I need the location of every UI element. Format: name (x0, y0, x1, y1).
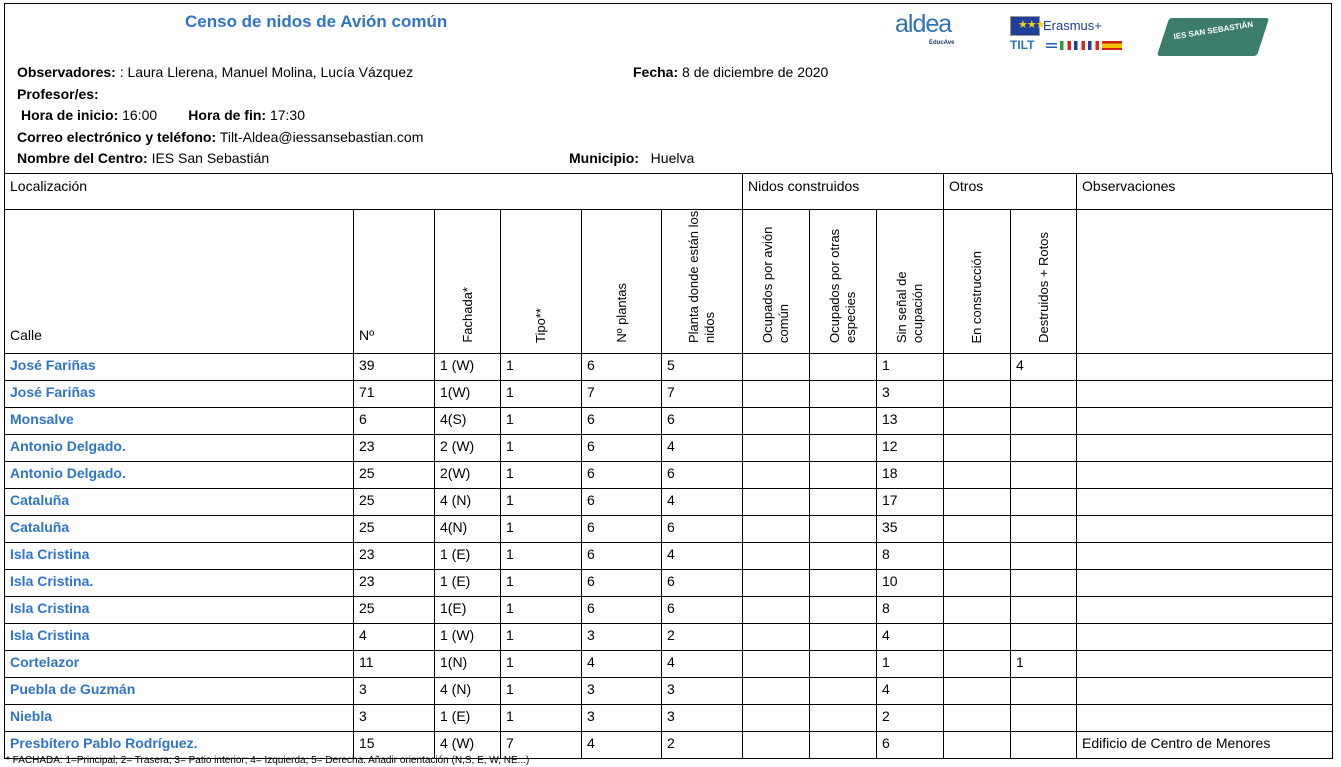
start-time-value: 16:00 (122, 107, 158, 123)
cell-occupied-martin (743, 570, 810, 597)
cell-destroyed (1011, 705, 1077, 732)
cell-no-occupation: 12 (877, 435, 944, 462)
col-no-occupation: Sin señal de ocupación (877, 210, 944, 354)
erasmus-logo-text: Erasmus+ (1043, 18, 1102, 33)
cell-no-occupation: 8 (877, 543, 944, 570)
cell-nest-floor: 7 (662, 381, 743, 408)
cell-occupied-other (810, 408, 877, 435)
table-row (5, 705, 1333, 732)
cell-destroyed (1011, 435, 1077, 462)
cell-destroyed (1011, 597, 1077, 624)
cell-street: Isla Cristina. (5, 570, 354, 597)
col-observations (1077, 210, 1333, 354)
cell-destroyed (1011, 381, 1077, 408)
cell-facade: 1 (E) (435, 705, 501, 732)
col-occupied-other: Ocupados por otras especies (810, 210, 877, 354)
cell-number: 4 (354, 624, 435, 651)
teacher-label: Profesor/es: (17, 86, 99, 102)
cell-destroyed (1011, 408, 1077, 435)
cell-nest-floor: 6 (662, 597, 743, 624)
group-observations: Observaciones (1077, 174, 1333, 210)
cell-nest-floor: 6 (662, 408, 743, 435)
cell-in-construction (944, 462, 1011, 489)
cell-nest-floor: 3 (662, 678, 743, 705)
cell-street: Puebla de Guzmán (5, 678, 354, 705)
cell-number: 23 (354, 435, 435, 462)
table-row (5, 624, 1333, 651)
cell-occupied-martin (743, 678, 810, 705)
cell-number: 39 (354, 354, 435, 381)
document-title: Censo de nidos de Avión común (185, 12, 448, 31)
cell-facade: 1 (W) (435, 624, 501, 651)
col-occupied-martin: Ocupados por avión común (743, 210, 810, 354)
cell-street: José Fariñas (5, 354, 354, 381)
cell-nest-floor: 4 (662, 489, 743, 516)
date-line (633, 64, 828, 80)
col-street: Calle (5, 210, 354, 354)
cell-street: Monsalve (5, 408, 354, 435)
cell-nest-floor: 5 (662, 354, 743, 381)
municipality-label: Municipio: (569, 150, 639, 166)
cell-facade: 1(W) (435, 381, 501, 408)
header-box (4, 3, 1332, 173)
school-label: Nombre del Centro: (17, 150, 148, 166)
cell-observations (1077, 597, 1333, 624)
cell-occupied-other (810, 732, 877, 759)
cell-type: 1 (501, 489, 582, 516)
cell-type: 1 (501, 570, 582, 597)
tilt-logo-text: TILT (1010, 38, 1035, 52)
cell-in-construction (944, 489, 1011, 516)
cell-occupied-martin (743, 651, 810, 678)
cell-observations (1077, 516, 1333, 543)
cell-nest-floor: 6 (662, 570, 743, 597)
cell-no-occupation: 3 (877, 381, 944, 408)
cell-facade: 1 (E) (435, 543, 501, 570)
cell-number: 6 (354, 408, 435, 435)
cell-no-occupation: 6 (877, 732, 944, 759)
table-row (5, 597, 1333, 624)
cell-number: 25 (354, 597, 435, 624)
cell-no-occupation: 8 (877, 597, 944, 624)
observers-label: Observadores: (17, 64, 116, 80)
time-line (21, 107, 305, 123)
cell-destroyed (1011, 624, 1077, 651)
cell-occupied-martin (743, 462, 810, 489)
ies-logo-text: IES SAN SEBASTIÁN (1172, 19, 1254, 42)
table-row (5, 678, 1333, 705)
cell-number: 25 (354, 462, 435, 489)
cell-floors: 3 (582, 624, 662, 651)
cell-street: Antonio Delgado. (5, 435, 354, 462)
col-floors: Nº plantas (582, 210, 662, 354)
cell-facade: 4 (W) (435, 732, 501, 759)
cell-no-occupation: 13 (877, 408, 944, 435)
cell-destroyed (1011, 543, 1077, 570)
cell-occupied-martin (743, 705, 810, 732)
cell-type: 1 (501, 354, 582, 381)
cell-destroyed (1011, 570, 1077, 597)
school-line (17, 150, 269, 166)
cell-occupied-other (810, 543, 877, 570)
cell-occupied-martin (743, 516, 810, 543)
nest-census-table (4, 173, 1333, 759)
table-row (5, 543, 1333, 570)
cell-type: 1 (501, 624, 582, 651)
cell-in-construction (944, 597, 1011, 624)
col-type: Tipo** (501, 210, 582, 354)
cell-no-occupation: 1 (877, 354, 944, 381)
cell-facade: 4 (N) (435, 678, 501, 705)
cell-floors: 6 (582, 516, 662, 543)
cell-street: Niebla (5, 705, 354, 732)
cell-occupied-other (810, 381, 877, 408)
end-time-value: 17:30 (269, 107, 306, 123)
cell-occupied-other (810, 435, 877, 462)
cell-destroyed: 1 (1011, 651, 1077, 678)
cell-type: 1 (501, 543, 582, 570)
cell-floors: 6 (582, 354, 662, 381)
cell-occupied-other (810, 354, 877, 381)
cell-occupied-other (810, 462, 877, 489)
cell-in-construction (944, 678, 1011, 705)
cell-destroyed (1011, 678, 1077, 705)
table-row (5, 408, 1333, 435)
col-in-construction: En construcción (944, 210, 1011, 354)
table-row (5, 435, 1333, 462)
cell-floors: 3 (582, 705, 662, 732)
cell-occupied-martin (743, 354, 810, 381)
cell-in-construction (944, 651, 1011, 678)
table-row (5, 489, 1333, 516)
cell-number: 23 (354, 570, 435, 597)
cell-number: 25 (354, 516, 435, 543)
cell-type: 1 (501, 678, 582, 705)
cell-occupied-martin (743, 435, 810, 462)
cell-in-construction (944, 408, 1011, 435)
cell-number: 11 (354, 651, 435, 678)
cell-number: 15 (354, 732, 435, 759)
cell-no-occupation: 1 (877, 651, 944, 678)
contact-label: Correo electrónico y teléfono: (17, 129, 217, 145)
cell-in-construction (944, 381, 1011, 408)
cell-no-occupation: 35 (877, 516, 944, 543)
cell-nest-floor: 6 (662, 462, 743, 489)
cell-floors: 6 (582, 462, 662, 489)
cell-in-construction (944, 570, 1011, 597)
cell-observations (1077, 624, 1333, 651)
cell-type: 1 (501, 516, 582, 543)
cell-floors: 4 (582, 651, 662, 678)
cell-occupied-other (810, 597, 877, 624)
cell-number: 25 (354, 489, 435, 516)
eu-flag-icon: ★★★ (1010, 16, 1040, 36)
cell-destroyed: 4 (1011, 354, 1077, 381)
cell-floors: 4 (582, 732, 662, 759)
col-nest-floor: Planta donde están los nidos (662, 210, 743, 354)
contact-line (17, 129, 423, 145)
cell-street: Isla Cristina (5, 624, 354, 651)
cell-no-occupation: 10 (877, 570, 944, 597)
aldea-logo-text: aldea (895, 10, 952, 38)
cell-floors: 6 (582, 543, 662, 570)
table-body (5, 354, 1333, 759)
cell-type: 1 (501, 651, 582, 678)
cell-observations (1077, 462, 1333, 489)
col-number: Nº (354, 210, 435, 354)
observers-line (17, 64, 413, 80)
cell-occupied-other (810, 489, 877, 516)
cell-destroyed (1011, 489, 1077, 516)
cell-observations (1077, 354, 1333, 381)
cell-facade: 2(W) (435, 462, 501, 489)
cell-observations (1077, 489, 1333, 516)
cell-floors: 6 (582, 435, 662, 462)
cell-occupied-martin (743, 489, 810, 516)
cell-observations (1077, 381, 1333, 408)
contact-value: Tilt-Aldea@iessansebastian.com (219, 129, 424, 145)
cell-observations (1077, 570, 1333, 597)
cell-facade: 1 (W) (435, 354, 501, 381)
cell-in-construction (944, 624, 1011, 651)
country-flags-icon (1046, 41, 1122, 51)
cell-floors: 6 (582, 408, 662, 435)
cell-facade: 4(N) (435, 516, 501, 543)
group-header-row (5, 174, 1333, 210)
cell-occupied-martin (743, 381, 810, 408)
cell-facade: 4(S) (435, 408, 501, 435)
table-row (5, 570, 1333, 597)
cell-observations (1077, 543, 1333, 570)
cell-street: Cortelazor (5, 651, 354, 678)
cell-occupied-other (810, 651, 877, 678)
cell-nest-floor: 4 (662, 543, 743, 570)
date-label: Fecha: (633, 64, 679, 80)
cell-no-occupation: 17 (877, 489, 944, 516)
municipality-line (569, 150, 694, 166)
aldea-logo-subtext: EducAve (929, 40, 955, 46)
cell-destroyed (1011, 732, 1077, 759)
cell-nest-floor: 3 (662, 705, 743, 732)
cell-floors: 6 (582, 489, 662, 516)
end-time-label: Hora de fin: (188, 107, 267, 123)
cell-type: 7 (501, 732, 582, 759)
census-sheet (4, 3, 1332, 766)
cell-occupied-martin (743, 543, 810, 570)
cell-type: 1 (501, 435, 582, 462)
cell-observations (1077, 678, 1333, 705)
cell-facade: 1(E) (435, 597, 501, 624)
cell-type: 1 (501, 462, 582, 489)
cell-facade: 1(N) (435, 651, 501, 678)
footnote: * FACHADA: 1=Principal; 2= Trasera; 3= Patio interior; 4= Izquierda; 5= Derecha. Añadir orientación (N,S, E, W, NE...) (6, 755, 530, 766)
cell-no-occupation: 18 (877, 462, 944, 489)
column-header-row (5, 210, 1333, 354)
cell-street: José Fariñas (5, 381, 354, 408)
cell-in-construction (944, 435, 1011, 462)
cell-occupied-martin (743, 408, 810, 435)
cell-occupied-other (810, 516, 877, 543)
group-location: Localización (5, 174, 743, 210)
table-row (5, 651, 1333, 678)
cell-observations (1077, 705, 1333, 732)
cell-street: Cataluña (5, 516, 354, 543)
cell-number: 23 (354, 543, 435, 570)
cell-nest-floor: 4 (662, 651, 743, 678)
cell-in-construction (944, 732, 1011, 759)
ies-san-sebastian-logo (1157, 18, 1269, 56)
aldea-logo (895, 10, 957, 50)
cell-destroyed (1011, 462, 1077, 489)
cell-number: 71 (354, 381, 435, 408)
erasmus-logo (1010, 16, 1150, 56)
cell-number: 3 (354, 705, 435, 732)
cell-destroyed (1011, 516, 1077, 543)
cell-type: 1 (501, 381, 582, 408)
cell-no-occupation: 4 (877, 624, 944, 651)
cell-floors: 3 (582, 678, 662, 705)
cell-street: Antonio Delgado. (5, 462, 354, 489)
cell-facade: 1 (E) (435, 570, 501, 597)
table-row (5, 354, 1333, 381)
cell-street: Presbítero Pablo Rodríguez. (5, 732, 354, 759)
cell-in-construction (944, 354, 1011, 381)
school-value: IES San Sebastián (151, 150, 270, 166)
col-destroyed: Destruidos + Rotos (1011, 210, 1077, 354)
cell-facade: 4 (N) (435, 489, 501, 516)
cell-type: 1 (501, 705, 582, 732)
cell-street: Isla Cristina (5, 597, 354, 624)
cell-number: 3 (354, 678, 435, 705)
observers-value: : Laura Llerena, Manuel Molina, Lucía Vázquez (119, 64, 414, 80)
cell-occupied-other (810, 624, 877, 651)
cell-in-construction (944, 543, 1011, 570)
cell-in-construction (944, 516, 1011, 543)
cell-type: 1 (501, 597, 582, 624)
cell-floors: 6 (582, 570, 662, 597)
table-row (5, 516, 1333, 543)
date-value: 8 de diciembre de 2020 (682, 64, 829, 80)
cell-occupied-martin (743, 597, 810, 624)
cell-observations (1077, 435, 1333, 462)
cell-nest-floor: 2 (662, 732, 743, 759)
cell-facade: 2 (W) (435, 435, 501, 462)
cell-no-occupation: 2 (877, 705, 944, 732)
municipality-value: Huelva (650, 150, 695, 166)
cell-observations (1077, 651, 1333, 678)
teacher-line (17, 86, 99, 102)
cell-occupied-other (810, 570, 877, 597)
cell-observations: Edificio de Centro de Menores (1077, 732, 1333, 759)
cell-street: Isla Cristina (5, 543, 354, 570)
cell-nest-floor: 4 (662, 435, 743, 462)
cell-observations (1077, 408, 1333, 435)
cell-street: Cataluña (5, 489, 354, 516)
cell-floors: 6 (582, 597, 662, 624)
cell-occupied-martin (743, 624, 810, 651)
group-others: Otros (944, 174, 1077, 210)
cell-occupied-other (810, 678, 877, 705)
cell-nest-floor: 2 (662, 624, 743, 651)
cell-no-occupation: 4 (877, 678, 944, 705)
cell-floors: 7 (582, 381, 662, 408)
cell-occupied-other (810, 705, 877, 732)
cell-occupied-martin (743, 732, 810, 759)
cell-nest-floor: 6 (662, 516, 743, 543)
table-row (5, 462, 1333, 489)
col-facade: Fachada* (435, 210, 501, 354)
table-row (5, 381, 1333, 408)
cell-type: 1 (501, 408, 582, 435)
cell-in-construction (944, 705, 1011, 732)
start-time-label: Hora de inicio: (21, 107, 119, 123)
group-built-nests: Nidos construidos (743, 174, 944, 210)
